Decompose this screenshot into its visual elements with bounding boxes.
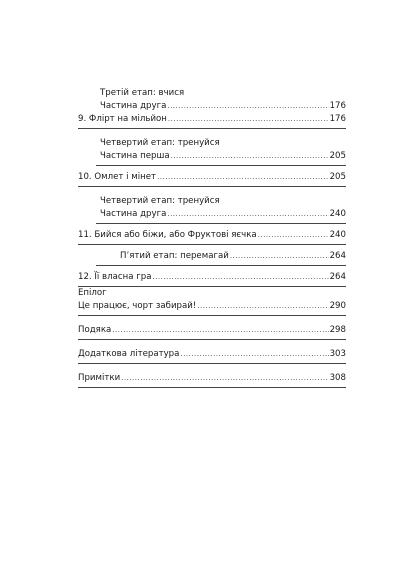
toc-entry-page: 290 bbox=[329, 301, 346, 311]
toc-entry bbox=[78, 372, 346, 385]
toc-entry-page: 308 bbox=[329, 373, 346, 383]
toc-entry-title: Додаткова література bbox=[78, 349, 180, 359]
dot-leader bbox=[167, 208, 328, 221]
toc-entry-title: Подяка bbox=[78, 325, 112, 335]
toc-entry-page: 176 bbox=[329, 114, 346, 124]
toc-entry bbox=[78, 100, 346, 113]
toc-entry-title: Примітки bbox=[78, 373, 121, 383]
toc-entry-title: Частина друга bbox=[100, 101, 167, 111]
toc-entry bbox=[78, 150, 346, 163]
toc-entry-page: 176 bbox=[329, 101, 346, 111]
toc-entry bbox=[78, 171, 346, 184]
dot-leader bbox=[180, 348, 328, 361]
toc-entry-page: 205 bbox=[329, 172, 346, 182]
toc-entry bbox=[78, 208, 346, 221]
toc-entry bbox=[78, 229, 346, 242]
toc-section-heading: Третій етап: вчися bbox=[100, 88, 185, 98]
toc-entry-title: П’ятий етап: перемагай bbox=[120, 251, 229, 261]
toc-section-heading: Четвертий етап: тренуйся bbox=[100, 196, 220, 206]
dot-leader bbox=[121, 372, 328, 385]
dot-leader bbox=[171, 150, 329, 163]
toc-entry bbox=[78, 250, 346, 263]
dot-leader bbox=[157, 171, 329, 184]
toc-entry-page: 298 bbox=[329, 325, 346, 335]
dot-leader bbox=[167, 100, 328, 113]
toc-entry-page: 205 bbox=[329, 151, 346, 161]
dot-leader bbox=[230, 250, 329, 263]
toc-entry-page: 240 bbox=[329, 230, 346, 240]
toc-entry-title: Частина перша bbox=[100, 151, 170, 161]
dot-leader bbox=[258, 229, 329, 242]
toc-section-heading: Епілог bbox=[78, 288, 107, 298]
toc-entry-title: 9. Флірт на мільйон bbox=[78, 114, 167, 124]
toc-entry-title: 10. Омлет і мінет bbox=[78, 172, 157, 182]
toc-entry-title: 12. Її власна гра bbox=[78, 272, 152, 282]
dot-leader bbox=[197, 300, 328, 313]
dot-leader bbox=[112, 324, 328, 337]
toc-entry bbox=[78, 300, 346, 313]
toc-entry bbox=[78, 324, 346, 337]
toc-entry-page: 264 bbox=[329, 251, 346, 261]
divider bbox=[78, 387, 346, 388]
toc-entry bbox=[78, 348, 346, 361]
toc-entry-page: 264 bbox=[329, 272, 346, 282]
toc-entry-title: 11. Бийся або біжи, або Фруктові яєчка bbox=[78, 230, 257, 240]
toc-entry bbox=[78, 113, 346, 126]
toc-entry-page: 303 bbox=[329, 349, 346, 359]
toc-entry-page: 240 bbox=[329, 209, 346, 219]
toc-section-heading: Четвертий етап: тренуйся bbox=[100, 138, 220, 148]
toc-entry-title: Це працює, чорт забирай! bbox=[78, 301, 197, 311]
toc-entry bbox=[78, 271, 346, 284]
toc-entry-title: Частина друга bbox=[100, 209, 167, 219]
table-of-contents bbox=[78, 82, 346, 388]
dot-leader bbox=[168, 113, 329, 126]
dot-leader bbox=[152, 271, 328, 284]
